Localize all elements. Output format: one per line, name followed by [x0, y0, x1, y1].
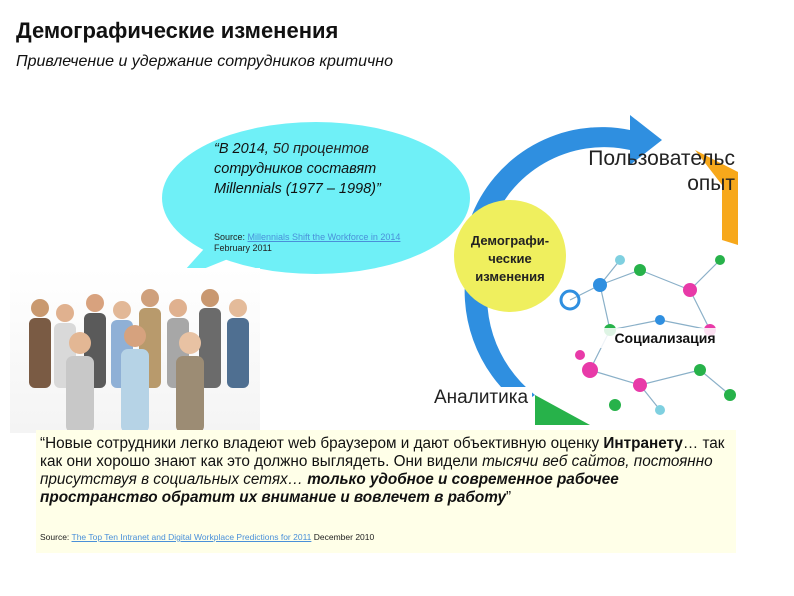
bubble-source: Source: Millennials Shift the Workforce in 2014 February 2011 [214, 232, 401, 253]
bubble-quote: “В 2014, 50 процентов сотрудников составят Millennials (1977 – 1998)” [214, 141, 381, 197]
slide-title: Демографические изменения [16, 18, 339, 43]
slide-subtitle: Привлечение и удержание сотрудников критично [16, 53, 393, 70]
bottom-quote-source: Source: The Top Ten Intranet and Digital Workplace Predictions for 2011 December 2010 [40, 532, 375, 542]
user-experience-label: Пользовательс опыт [588, 147, 735, 195]
analytics-label: Аналитика [430, 387, 532, 409]
bottom-quote: “Новые сотрудники легко владеют web браузером и дают объективную оценку Интранету… так как они хорошо знают как это должно выглядеть. Они видели тысячи веб сайтов, постоянно присутствуя в социальных сетях… только удобное и современное рабочее пространство обратит их внимание и вовлечет в работу” [40, 435, 725, 506]
demographics-label: Демографи- ческие изменения [470, 233, 550, 284]
bubble-source-link[interactable]: Millennials Shift the Workforce in 2014 [247, 232, 401, 242]
bottom-source-link[interactable]: The Top Ten Intranet and Digital Workplace Predictions for 2011 [71, 532, 312, 542]
socialization-label: Социализация [596, 328, 734, 348]
